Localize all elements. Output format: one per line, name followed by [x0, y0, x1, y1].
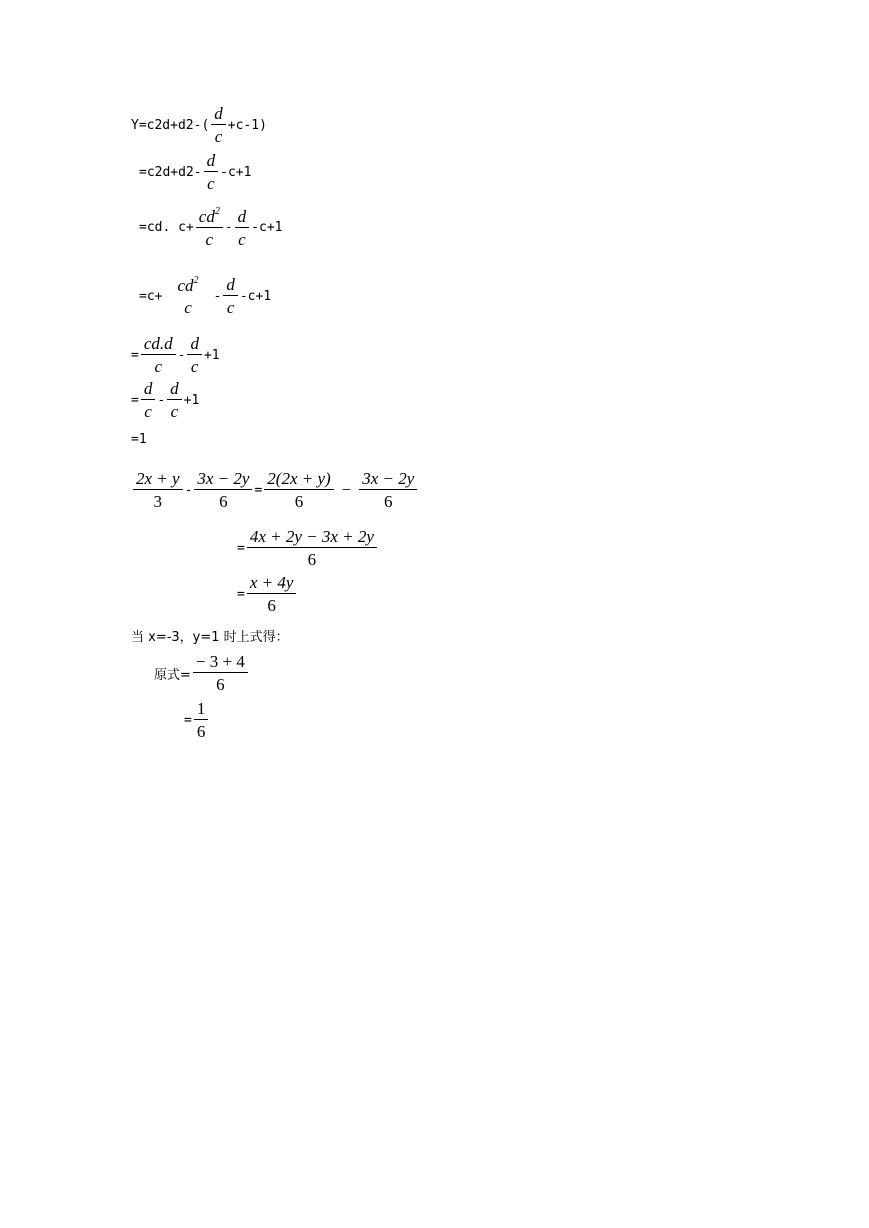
denominator: 6	[267, 596, 276, 615]
equals-sign: =	[237, 586, 245, 602]
expr-line-2	[139, 152, 251, 192]
operator: -	[157, 392, 166, 408]
fraction	[264, 470, 333, 510]
expr-text: +1	[203, 347, 220, 363]
original-expression	[154, 653, 250, 693]
numerator: d	[211, 105, 226, 125]
fraction	[194, 470, 252, 510]
numerator: $cd^2$	[196, 207, 223, 228]
expr-text: =c+	[139, 288, 163, 304]
expr-text: +1	[183, 392, 200, 408]
numerator: d	[167, 380, 182, 400]
denominator: c	[205, 230, 214, 249]
denominator: c	[190, 357, 199, 376]
operator: -	[224, 220, 233, 235]
condition-line	[131, 626, 289, 645]
denominator: c	[214, 127, 223, 146]
equals-sign: =	[237, 540, 245, 556]
numerator: d	[223, 276, 238, 296]
expr-text: =	[131, 392, 139, 408]
denominator: c	[207, 174, 215, 193]
numerator: 1	[194, 700, 209, 720]
fraction	[247, 528, 377, 568]
equals-sign: =	[254, 482, 263, 498]
denominator: c	[144, 402, 152, 421]
original-label: 原式=	[154, 667, 191, 683]
numerator: x + 4y	[247, 574, 297, 594]
denominator: c	[238, 229, 246, 249]
expr-text: =c2d+d2-	[139, 164, 202, 180]
fraction	[194, 700, 209, 740]
numerator: d	[141, 380, 156, 400]
numerator: d	[204, 152, 219, 172]
numerator: 3x − 2y	[194, 470, 252, 490]
denominator: c	[184, 298, 192, 317]
denominator: 6	[196, 722, 206, 741]
numerator: $cd^2$	[177, 275, 199, 295]
denominator: 6	[294, 492, 304, 511]
fraction	[187, 335, 202, 375]
numerator: 2x + y	[133, 470, 183, 490]
expr2-line-1	[131, 470, 419, 510]
denominator: c	[154, 357, 162, 376]
expr-line-1	[131, 105, 267, 145]
numerator: 3x − 2y	[359, 470, 417, 490]
expr-line-6	[131, 380, 199, 420]
operator: -	[177, 347, 186, 363]
fraction	[196, 207, 223, 248]
expr-text: -c+1	[251, 220, 283, 235]
expr-line-3	[139, 207, 282, 248]
denominator: 6	[307, 550, 317, 569]
expr-text: -c+1	[239, 288, 272, 304]
expr-text: =	[131, 347, 139, 363]
expr2-line-2	[237, 528, 379, 568]
operator: -	[213, 288, 222, 304]
expr-line-5	[131, 335, 220, 375]
numerator: cd.d	[141, 335, 176, 355]
denominator: 6	[219, 492, 228, 511]
numerator: 4x + 2y − 3x + 2y	[247, 528, 377, 548]
numerator: 2(2x + y)	[264, 470, 333, 490]
fraction	[247, 574, 297, 614]
fraction	[211, 105, 226, 145]
fraction	[235, 208, 250, 248]
numerator: − 3 + 4	[193, 653, 248, 673]
expr-text: Y=c2d+d2-(	[131, 117, 210, 133]
fraction	[204, 152, 219, 192]
expr-text: =1	[131, 432, 147, 447]
numerator: d	[235, 208, 250, 228]
numerator: d	[187, 335, 202, 355]
denominator: c	[170, 402, 179, 421]
expr2-line-3	[237, 574, 298, 614]
fraction	[141, 335, 176, 375]
expr-text: +c-1)	[227, 117, 267, 133]
operator: −	[341, 480, 352, 499]
expr-text: =cd. c+	[139, 220, 194, 235]
denominator: 3	[153, 492, 163, 511]
fraction	[174, 276, 201, 316]
fraction	[223, 276, 238, 316]
condition-text: 当 x=-3，y=1 时上式得：	[131, 630, 289, 645]
fraction	[141, 380, 156, 420]
denominator: 6	[384, 492, 393, 511]
fraction	[167, 380, 182, 420]
equals-sign: =	[184, 712, 192, 728]
denominator: 6	[216, 675, 225, 694]
final-answer	[184, 700, 210, 740]
fraction	[193, 653, 248, 693]
fraction	[359, 470, 417, 510]
denominator: c	[226, 298, 235, 317]
operator: -	[184, 482, 193, 498]
fraction	[133, 470, 183, 510]
expr-line-7	[131, 433, 147, 446]
expr-line-4	[139, 276, 271, 316]
expr-text: -c+1	[220, 164, 252, 180]
